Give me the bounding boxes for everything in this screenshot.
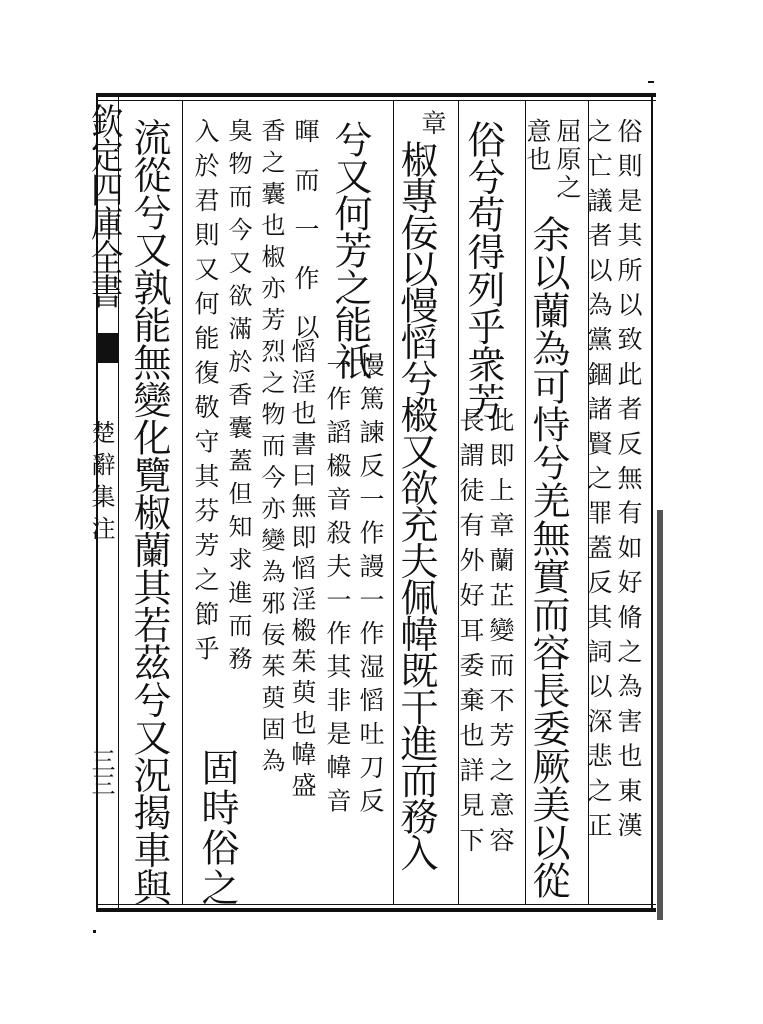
right-border-shadow (657, 510, 663, 920)
text-column: 香之囊也椒亦芳烈之物而今亦變為邪佞茱萸固為 (257, 118, 285, 780)
page-number: 三三 (87, 748, 115, 796)
text-column: 章 (418, 110, 447, 138)
library-title: 欽定四庫全書 (86, 103, 123, 307)
text-column: 意也 (523, 118, 552, 174)
text-column: 屈原之 (553, 118, 582, 202)
text-column: 慢篤諫反一作謾一作湿慆吐刀反 (356, 352, 385, 821)
top-border-thick (96, 93, 656, 97)
right-border-thin (651, 97, 653, 912)
text-column: 長謂徒有外好耳委棄也詳見下 (456, 407, 485, 862)
scan-speck (648, 81, 654, 83)
book-title: 楚辭集注 (87, 420, 115, 548)
top-border-thin (96, 100, 656, 101)
text-column: 暉而一作以 (291, 118, 320, 363)
text-column: 兮又何芳之能祇 (328, 120, 372, 379)
text-column: 余以蘭為可恃兮羌無實而容長委厥美以從 (526, 215, 570, 899)
text-column: 流從兮又孰能無變化覽椒蘭其若茲兮又況揭車與 (127, 118, 171, 906)
column-rule (182, 100, 183, 905)
text-column: 固時俗之 (195, 748, 239, 908)
text-column: 一作謟榝音殺夫一作其非是幃音 (323, 352, 352, 821)
text-column: 之亡議者以為黨錮諸賢之罪蓋反其詞以深悲之正 (584, 118, 613, 847)
text-column: 臭物而今又欲滿於香囊蓋但知求進而務 (224, 118, 252, 679)
text-column: 俗兮苟得列乎衆芳 (461, 120, 505, 420)
text-column: 俗則是其所以致此者反無有如好脩之為害也東漢 (614, 118, 643, 847)
text-column: 入於君則又何能復敬守其芬芳之節乎 (191, 118, 220, 670)
text-column: 慆淫也書曰無即慆淫榝茱萸也幃盛 (288, 338, 317, 803)
bottom-border-thick (96, 908, 656, 912)
text-column: 此即上章蘭芷變而不芳之意容 (486, 407, 515, 862)
fishtail-mark (96, 333, 118, 363)
text-column: 椒專佞以慢慆兮榝又欲充夫佩幃既干進而務入 (394, 140, 438, 870)
scan-speck (93, 930, 96, 933)
bottom-border-thin (96, 904, 656, 905)
